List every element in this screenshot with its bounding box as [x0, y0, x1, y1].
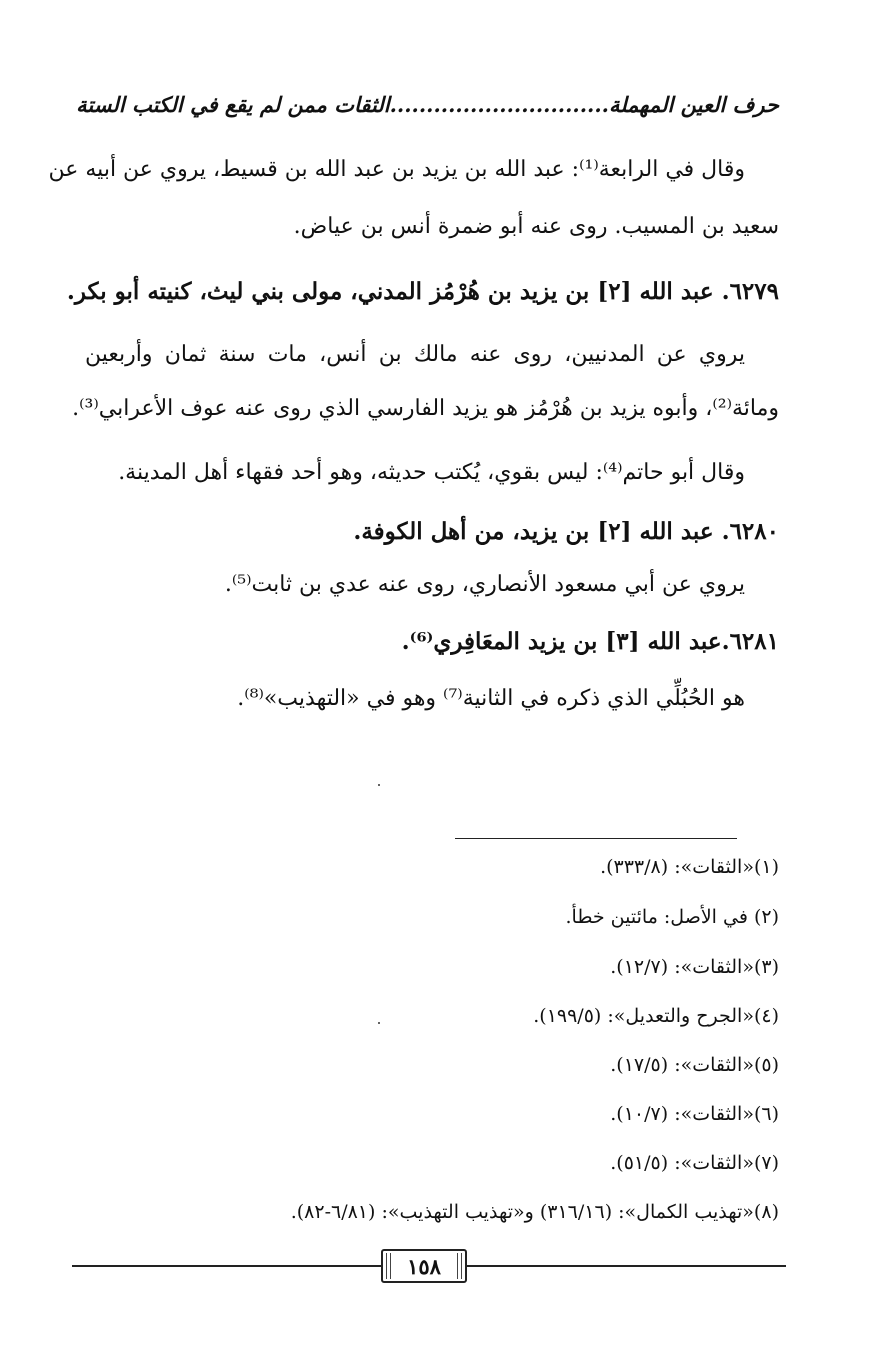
- paragraph-line-2: سعيد بن المسيب. روى عنه أبو ضمرة أنس بن عياض.: [293, 214, 779, 239]
- page-number-frame: [381, 1249, 467, 1283]
- entry-6280-heading: ٦٢٨٠. عبد الله [٢] بن يزيد، من أهل الكوفة.: [353, 518, 779, 545]
- footnote-4: (٤)«الجرح والتعديل»: (١٩٩/٥).: [533, 1005, 779, 1027]
- entry-6281-line-1: هو الحُبُلِّي الذي ذكره في الثانية⁽⁷⁾ وهو في «التهذيب»⁽⁸⁾.: [237, 686, 745, 711]
- footnote-2: (٢) في الأصل: مائتين خطأ.: [565, 906, 779, 928]
- footnote-5: (٥)«الثقات»: (١٧/٥).: [610, 1054, 779, 1076]
- header-book-title: الثقات ممن لم يقع في الكتب الستة: [76, 92, 390, 117]
- entry-6281-heading: ٦٢٨١.عبد الله [٣] بن يزيد المعَافِري⁽⁶⁾.: [401, 628, 779, 655]
- entry-6279-line-1: يروي عن المدنيين، روى عنه مالك بن أنس، مات سنة ثمان وأربعين: [85, 342, 745, 367]
- entry-6279-heading: ٦٢٧٩. عبد الله [٢] بن يزيد بن هُرْمُز المدني، مولى بني ليث، كنيته أبو بكر.: [66, 278, 779, 305]
- footnote-8: (٨)«تهذيب الكمال»: (٣١٦/١٦) و«تهذيب التهذيب»: (٦/٨١-٨٢).: [290, 1201, 779, 1223]
- footnote-7: (٧)«الثقات»: (٥١/٥).: [610, 1152, 779, 1174]
- header-chapter: حرف العين المهملة..............................: [389, 92, 779, 117]
- entry-6280-line-1: يروي عن أبي مسعود الأنصاري، روى عنه عدي بن ثابت⁽⁵⁾.: [224, 572, 745, 597]
- page-number: ١٥٨: [407, 1253, 441, 1279]
- paragraph-line-1: وقال في الرابعة⁽¹⁾: عبد الله بن يزيد بن عبد الله بن قسيط، يروي عن أبيه عن: [48, 157, 745, 182]
- bottom-rule-right: [462, 1265, 786, 1267]
- bottom-rule-left: [72, 1265, 382, 1267]
- speck: [378, 784, 380, 786]
- speck: [378, 1022, 380, 1024]
- footnote-3: (٣)«الثقات»: (١٢/٧).: [610, 956, 779, 978]
- footnote-1: (١)«الثقات»: (٣٣٣/٨).: [600, 856, 779, 878]
- footnote-6: (٦)«الثقات»: (١٠/٧).: [610, 1103, 779, 1125]
- footnote-separator: [455, 838, 737, 839]
- entry-6279-line-2: ومائة⁽²⁾، وأبوه يزيد بن هُرْمُز هو يزيد الفارسي الذي روى عنه عوف الأعرابي⁽³⁾.: [72, 396, 779, 421]
- entry-6279-line-3: وقال أبو حاتم⁽⁴⁾: ليس بقوي، يُكتب حديثه، وهو أحد فقهاء أهل المدينة.: [118, 460, 745, 485]
- running-header: [76, 92, 779, 117]
